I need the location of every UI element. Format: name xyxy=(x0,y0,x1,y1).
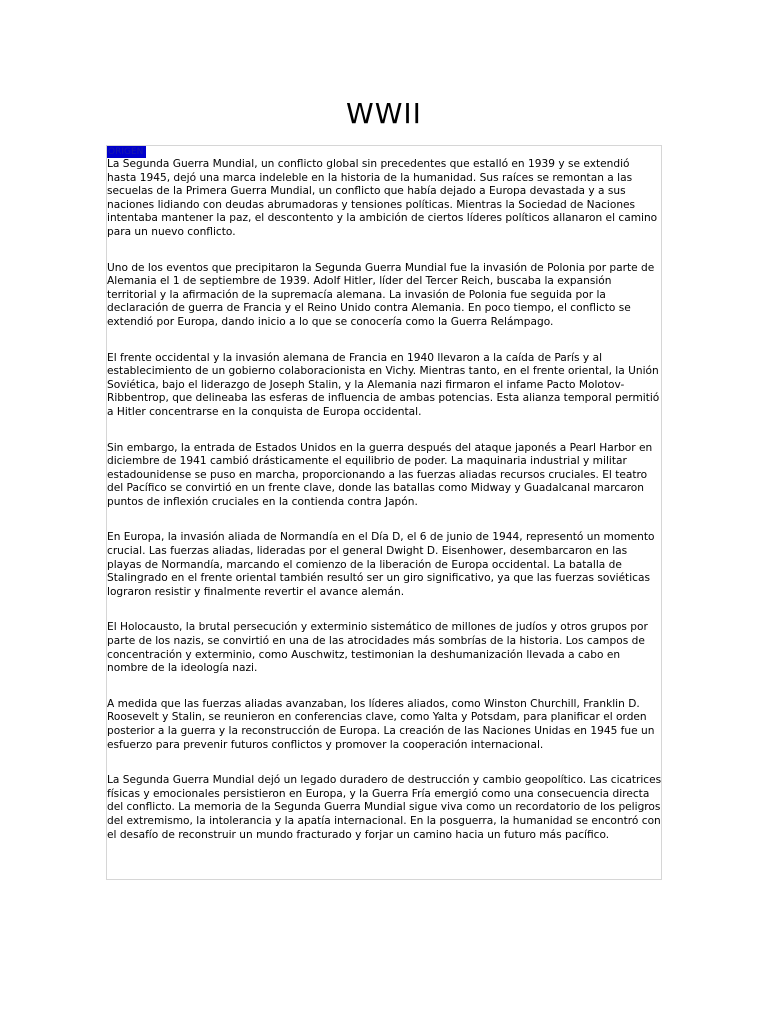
paragraph: La Segunda Guerra Mundial, un conflicto global sin precedentes que estalló en 1939 y se extendió hasta 1945, dejó una marca indeleble en la historia de la humanidad. Sus raíces se remontan a las secuelas de la Primera Guerra Mundial, un conflicto que había dejado a Europa devastada y a sus naciones lidiando con deudas abrumadoras y tensiones políticas. Mientras la Sociedad de Naciones intentaba mantener la paz, el descontento y la ambición de ciertos líderes políticos allanaron el camino para un nuevo conflicto. xyxy=(107,158,658,238)
document-title: WWII xyxy=(346,97,422,130)
paragraph: La Segunda Guerra Mundial dejó un legado duradero de destrucción y cambio geopolítico. Las cicatrices físicas y emocionales persistieron en Europa, y la Guerra Fría emergió como una consecuencia directa del conflicto. La memoria de la Segunda Guerra Mundial sigue viva como un recordatorio de los peligros del extremismo, la intolerancia y la apatía internacional. En la posguerra, la humanidad se encontró con el desafío de reconstruir un mundo fracturado y forjar un camino hacia un futuro más pacífico. xyxy=(107,774,662,841)
paragraph: El Holocausto, la brutal persecución y exterminio sistemático de millones de judíos y otros grupos por parte de los nazis, se convirtió en una de las atrocidades más sombrías de la historia. Los campos de concentración y exterminio, como Auschwitz, testimonian la deshumanización llevada a cabo en nombre de la ideología nazi. xyxy=(107,621,648,675)
document-body xyxy=(107,146,662,842)
section-label: ORIGEN xyxy=(107,146,146,158)
section-label-row xyxy=(107,146,662,158)
paragraph: El frente occidental y la invasión alemana de Francia en 1940 llevaron a la caída de París y al establecimiento de un gobierno colaboracionista en Vichy. Mientras tanto, en el frente oriental, la Unión Soviética, bajo el liderazgo de Joseph Stalin, y la Alemania nazi firmaron el infame Pacto Molotov-Ribbentrop, que delineaba las esferas de influencia de ambas potencias. Esta alianza temporal permitió a Hitler concentrarse en la conquista de Europa occidental. xyxy=(107,351,660,418)
paragraph: En Europa, la invasión aliada de Normandía en el Día D, el 6 de junio de 1944, representó un momento crucial. Las fuerzas aliadas, lideradas por el general Dwight D. Eisenhower, desembarcaron en las playas de Normandía, marcando el comienzo de la liberación de Europa occidental. La batalla de Stalingrado en el frente oriental también resultó ser un giro significativo, ya que las fuerzas soviéticas lograron resistir y finalmente revertir el avance alemán. xyxy=(107,531,655,598)
paragraph: Sin embargo, la entrada de Estados Unidos en la guerra después del ataque japonés a Pearl Harbor en diciembre de 1941 cambió drásticamente el equilibrio de poder. La maquinaria industrial y militar estadounidense se puso en marcha, proporcionando a las fuerzas aliadas recursos cruciales. El teatro del Pacífico se convirtió en un frente clave, donde las batallas como Midway y Guadalcanal marcaron puntos de inflexión cruciales en la contienda contra Japón. xyxy=(107,441,653,508)
paragraph: A medida que las fuerzas aliadas avanzaban, los líderes aliados, como Winston Churchill, Franklin D. Roosevelt y Stalin, se reunieron en conferencias clave, como Yalta y Potsdam, para planificar el orden posterior a la guerra y la reconstrucción de Europa. La creación de las Naciones Unidas en 1945 fue un esfuerzo para prevenir futuros conflictos y promover la cooperación internacional. xyxy=(107,697,655,751)
paragraph: Uno de los eventos que precipitaron la Segunda Guerra Mundial fue la invasión de Polonia por parte de Alemania el 1 de septiembre de 1939. Adolf Hitler, líder del Tercer Reich, buscaba la expansión territorial y la afirmación de la supremacía alemana. La invasión de Polonia fue seguida por la declaración de guerra de Francia y el Reino Unido contra Alemania. En poco tiempo, el conflicto se extendió por Europa, dando inicio a lo que se conocería como la Guerra Relámpago. xyxy=(107,261,655,328)
